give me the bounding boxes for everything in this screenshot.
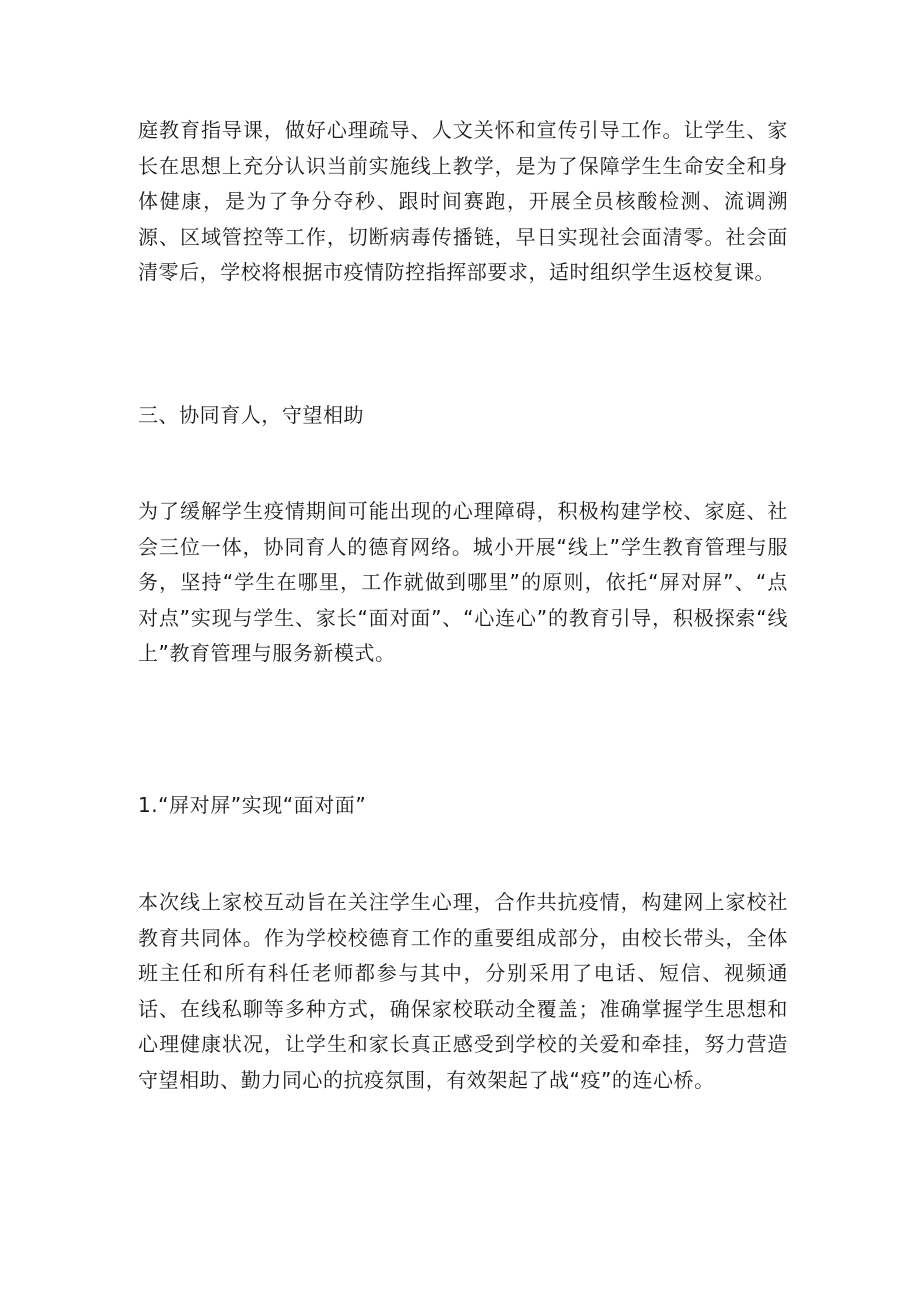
section-heading: 三、协同育人，守望相助 xyxy=(138,403,365,427)
paragraph-1: 庭教育指导课，做好心理疏导、人文关怀和宣传引导工作。让学生、家长在思想上充分认识当前实施线上教学，是为了保障学生生命安全和身体健康，是为了争分夺秒、跟时间赛跑，开展全员核酸检测、流调溯源、区域管控等工作，切断病毒传播链，早日实现社会面清零。社会面清零后，学校将根据市疫情防控指挥部要求，适时组织学生返校复课。 xyxy=(138,118,788,284)
paragraph-3: 本次线上家校互动旨在关注学生心理，合作共抗疫情，构建网上家校社教育共同体。作为学校校德育工作的重要组成部分，由校长带头，全体班主任和所有科任老师都参与其中，分别采用了电话、短信、视频通话、在线私聊等多种方式，确保家校联动全覆盖；准确掌握学生思想和心理健康状况，让学生和家长真正感受到学校的关爱和牵挂，努力营造守望相助、勤力同心的抗疫氛围，有效架起了战“疫”的连心桥。 xyxy=(138,890,788,1092)
subsection-heading: 1.“屏对屏”实现“面对面” xyxy=(138,793,367,817)
paragraph-2: 为了缓解学生疫情期间可能出现的心理障碍，积极构建学校、家庭、社会三位一体，协同育人的德育网络。城小开展“线上”学生教育管理与服务，坚持“学生在哪里，工作就做到哪里”的原则，依托“屏对屏”、“点对点”实现与学生、家长“面对面”、“心连心”的教育引导，积极探索“线上”教育管理与服务新模式。 xyxy=(138,499,788,665)
